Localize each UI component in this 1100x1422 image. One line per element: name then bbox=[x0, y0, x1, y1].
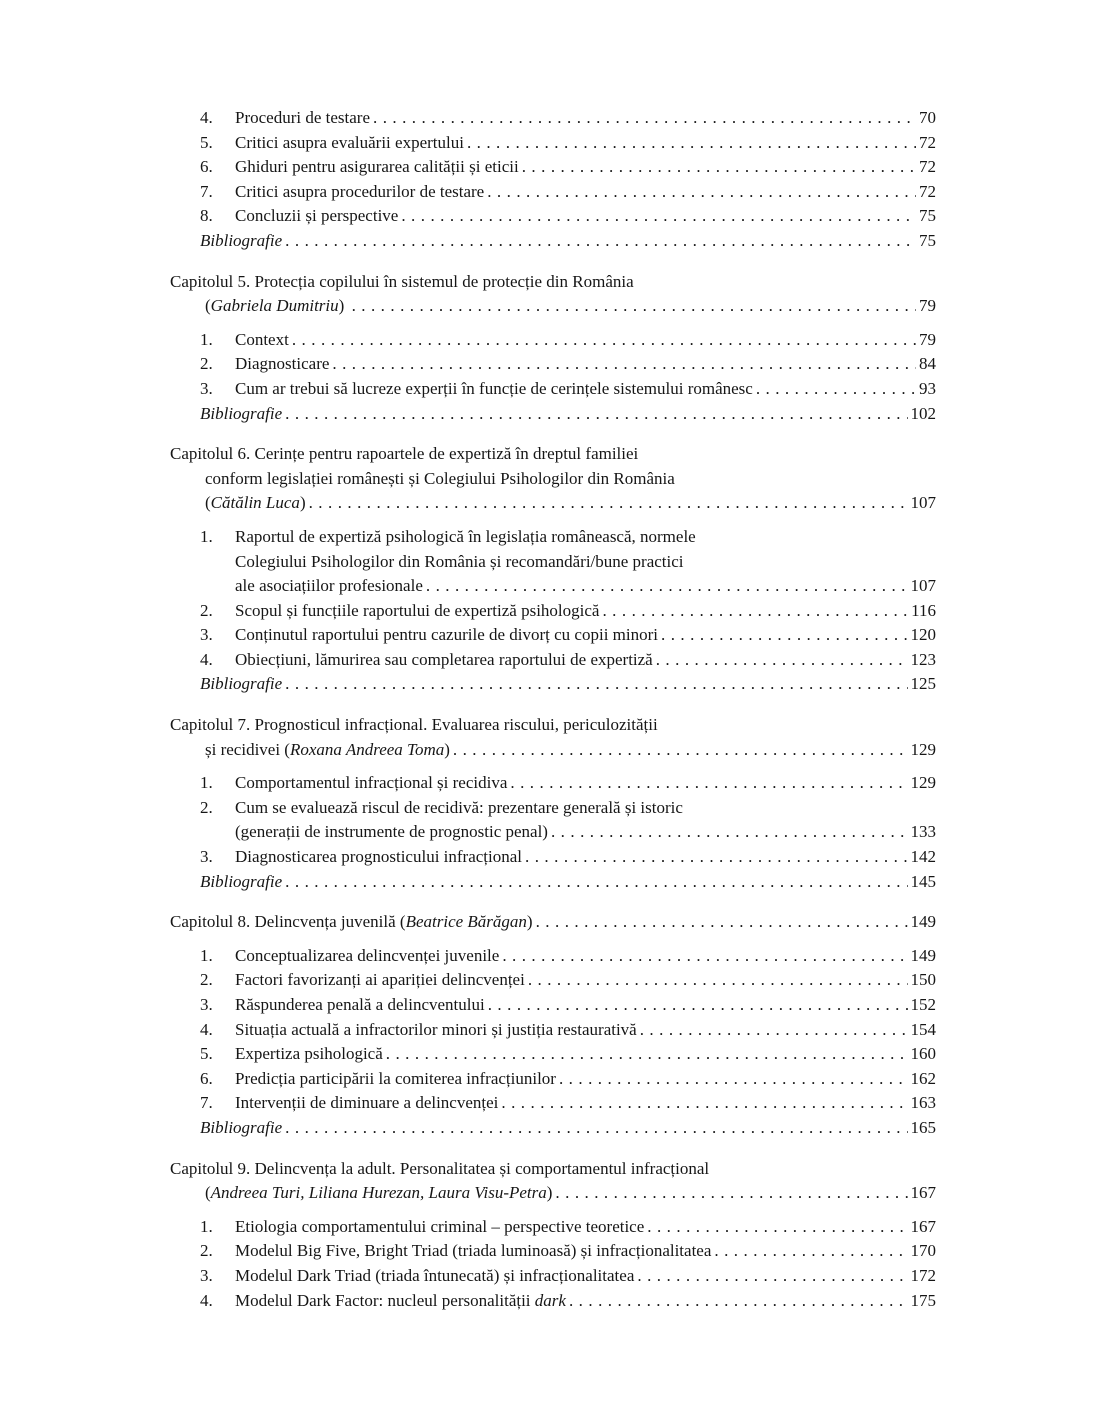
text-segment: Colegiului Psihologilor din România și recomandări/bune practici bbox=[235, 551, 684, 571]
toc-line bbox=[170, 820, 936, 845]
toc-item bbox=[170, 525, 936, 599]
item-number: 1. bbox=[200, 1216, 213, 1236]
text-segment: Andreea Turi, Liliana Hurezan, Laura Visu-Petra bbox=[210, 1183, 547, 1203]
item-number: 3. bbox=[200, 625, 213, 645]
page-number: 167 bbox=[910, 1183, 936, 1203]
toc-item bbox=[170, 623, 936, 648]
toc-item bbox=[170, 1289, 936, 1314]
toc-item bbox=[170, 1215, 936, 1240]
item-number: 7. bbox=[200, 1093, 213, 1113]
text-segment: Cum ar trebui să lucreze experții în funcție de cerințele sistemului românesc bbox=[235, 378, 753, 398]
toc-line bbox=[170, 155, 936, 180]
text-segment: Roxana Andreea Toma bbox=[289, 739, 445, 759]
text-segment: Diagnosticare bbox=[235, 354, 330, 374]
text-segment: conform legislației românești și Colegiului Psihologilor din România bbox=[205, 468, 675, 488]
toc-line bbox=[170, 845, 936, 870]
dot-leader bbox=[552, 1181, 907, 1206]
page-number: 107 bbox=[910, 576, 936, 596]
entry-text bbox=[235, 155, 519, 180]
text-segment: dark bbox=[534, 1290, 566, 1310]
entry-text bbox=[205, 467, 675, 492]
dot-leader bbox=[464, 131, 916, 156]
toc-line bbox=[170, 672, 936, 697]
entry-text bbox=[205, 294, 349, 319]
entry-text bbox=[235, 377, 753, 402]
dot-leader bbox=[525, 968, 908, 993]
text-segment: Bibliografie bbox=[200, 674, 283, 694]
entry-text bbox=[170, 270, 634, 295]
text-segment: (generații de instrumente de prognostic penal) bbox=[235, 822, 548, 842]
dot-leader bbox=[548, 820, 908, 845]
dot-leader bbox=[370, 106, 916, 131]
entry-text bbox=[235, 574, 423, 599]
text-segment: Cum se evaluează riscul de recidivă: prezentare generală și istoric bbox=[235, 797, 683, 817]
page-number: 163 bbox=[910, 1093, 936, 1113]
dot-leader bbox=[634, 1264, 907, 1289]
page-number: 154 bbox=[910, 1019, 936, 1039]
toc-chapter-heading bbox=[170, 442, 936, 516]
toc-chapter-heading bbox=[170, 270, 936, 319]
entry-text bbox=[235, 1018, 637, 1043]
item-number: 2. bbox=[200, 1241, 213, 1261]
toc-item bbox=[170, 1067, 936, 1092]
toc-line bbox=[170, 525, 936, 550]
page-number: 175 bbox=[910, 1290, 936, 1310]
page-number: 79 bbox=[919, 329, 936, 349]
entry-text bbox=[235, 1239, 711, 1264]
toc-item bbox=[170, 1091, 936, 1116]
dot-leader bbox=[566, 1289, 908, 1314]
item-number: 7. bbox=[200, 181, 213, 201]
dot-leader bbox=[450, 738, 908, 763]
page-number: 149 bbox=[910, 945, 936, 965]
dot-leader bbox=[644, 1215, 907, 1240]
toc-item bbox=[170, 131, 936, 156]
entry-text bbox=[235, 820, 548, 845]
page-number: 172 bbox=[910, 1265, 936, 1285]
item-number: 1. bbox=[200, 526, 213, 546]
entry-text bbox=[235, 550, 684, 575]
item-number: 4. bbox=[200, 1290, 213, 1310]
toc-line bbox=[170, 648, 936, 673]
text-segment: Capitolul 7. Prognosticul infracțional. Evaluarea riscului, periculozității bbox=[170, 715, 658, 735]
page-number: 142 bbox=[910, 847, 936, 867]
toc-line bbox=[170, 910, 936, 935]
toc-line bbox=[170, 968, 936, 993]
page-number: 107 bbox=[910, 493, 936, 513]
dot-leader bbox=[484, 180, 916, 205]
entry-text bbox=[235, 180, 484, 205]
entry-text bbox=[235, 771, 507, 796]
text-segment: ale asociațiilor profesionale bbox=[235, 576, 423, 596]
text-segment: Răspunderea penală a delincventului bbox=[235, 995, 485, 1014]
dot-leader bbox=[498, 1091, 907, 1116]
toc-line bbox=[170, 1289, 936, 1314]
text-segment: Cătălin Luca bbox=[210, 493, 300, 513]
toc-item bbox=[170, 796, 936, 845]
toc-line bbox=[170, 1157, 936, 1182]
entry-text bbox=[205, 491, 306, 516]
dot-leader bbox=[282, 870, 907, 895]
page-number: 145 bbox=[910, 871, 936, 891]
toc-item bbox=[170, 599, 936, 624]
toc-chapter-heading bbox=[170, 910, 936, 935]
text-segment: Capitolul 9. Delincvența la adult. Personalitatea și comportamentul infracțional bbox=[170, 1158, 710, 1178]
page-number: 75 bbox=[919, 230, 936, 250]
entry-text bbox=[205, 738, 450, 763]
entry-text bbox=[235, 623, 658, 648]
item-number: 3. bbox=[200, 995, 213, 1014]
dot-leader bbox=[289, 328, 916, 353]
text-segment: ( bbox=[205, 1183, 211, 1203]
text-segment: Capitolul 5. Protecția copilului în sistemul de protecție din România bbox=[170, 271, 634, 291]
entry-text bbox=[235, 1042, 383, 1067]
page-number: 75 bbox=[919, 206, 936, 226]
text-segment: Critici asupra evaluării expertului bbox=[235, 132, 464, 152]
item-number: 8. bbox=[200, 206, 213, 226]
text-segment: Modelul Dark Triad (triada întunecată) și infracționalitatea bbox=[235, 1265, 635, 1285]
toc-item bbox=[170, 1239, 936, 1264]
entry-text bbox=[235, 328, 289, 353]
toc-line bbox=[170, 131, 936, 156]
toc-line bbox=[170, 491, 936, 516]
page-number: 160 bbox=[910, 1044, 936, 1064]
entry-text bbox=[235, 968, 525, 993]
text-segment: Gabriela Dumitriu bbox=[210, 296, 339, 316]
toc-item bbox=[170, 155, 936, 180]
entry-text bbox=[200, 870, 282, 895]
text-segment: Capitolul 8. Delincvența juvenilă ( bbox=[170, 912, 406, 932]
text-segment: Modelul Dark Factor: nucleul personalității bbox=[235, 1290, 535, 1310]
page-number: 70 bbox=[919, 108, 936, 127]
toc-line bbox=[170, 1239, 936, 1264]
entry-text bbox=[200, 1116, 282, 1141]
toc-item bbox=[170, 1018, 936, 1043]
dot-leader bbox=[658, 623, 907, 648]
toc-line bbox=[170, 796, 936, 821]
toc-line bbox=[170, 1042, 936, 1067]
text-segment: Proceduri de testare bbox=[235, 108, 370, 127]
entry-text bbox=[235, 993, 485, 1018]
text-segment: Scopul și funcțiile raportului de expertiză psihologică bbox=[235, 600, 600, 620]
entry-text bbox=[235, 525, 696, 550]
page-number: 123 bbox=[910, 649, 936, 669]
toc-line bbox=[170, 550, 936, 575]
dot-leader bbox=[711, 1239, 907, 1264]
dot-leader bbox=[282, 1116, 907, 1141]
dot-leader bbox=[556, 1067, 908, 1092]
text-segment: Expertiza psihologică bbox=[235, 1044, 383, 1064]
toc bbox=[170, 106, 936, 1313]
dot-leader bbox=[282, 672, 907, 697]
dot-leader bbox=[423, 574, 908, 599]
toc-item bbox=[170, 352, 936, 377]
dot-leader bbox=[507, 771, 907, 796]
toc-item bbox=[170, 328, 936, 353]
toc-line bbox=[170, 623, 936, 648]
page-number: 129 bbox=[910, 773, 936, 793]
entry-text bbox=[205, 1181, 552, 1206]
dot-leader bbox=[398, 204, 916, 229]
entry-text bbox=[235, 1091, 498, 1116]
entry-text bbox=[235, 648, 653, 673]
text-segment: ) bbox=[546, 1183, 553, 1203]
toc-item bbox=[170, 771, 936, 796]
toc-line bbox=[170, 402, 936, 427]
toc-line bbox=[170, 352, 936, 377]
dot-leader bbox=[282, 402, 907, 427]
toc-line bbox=[170, 467, 936, 492]
text-segment: ) bbox=[299, 493, 306, 513]
text-segment: Concluzii și perspective bbox=[235, 206, 399, 226]
entry-text bbox=[235, 1289, 566, 1314]
toc-line bbox=[170, 574, 936, 599]
item-number: 4. bbox=[200, 649, 213, 669]
dot-leader bbox=[329, 352, 916, 377]
dot-leader bbox=[653, 648, 908, 673]
toc-line bbox=[170, 204, 936, 229]
toc-line bbox=[170, 944, 936, 969]
toc-item bbox=[170, 106, 936, 131]
page-number: 72 bbox=[919, 157, 936, 177]
entry-text bbox=[235, 599, 599, 624]
page-number: 165 bbox=[910, 1117, 936, 1137]
text-segment: și recidivei ( bbox=[205, 739, 290, 759]
entry-text bbox=[235, 352, 329, 377]
page-number: 102 bbox=[910, 403, 936, 423]
toc-item bbox=[170, 648, 936, 673]
text-segment: Obiecțiuni, lămurirea sau completarea raportului de expertiză bbox=[235, 649, 653, 669]
toc-bibliography-entry bbox=[170, 229, 936, 254]
entry-text bbox=[170, 1157, 709, 1182]
toc-item bbox=[170, 993, 936, 1018]
toc-line bbox=[170, 1091, 936, 1116]
page-number: 72 bbox=[919, 181, 936, 201]
entry-text bbox=[235, 1067, 556, 1092]
item-number: 5. bbox=[200, 1044, 213, 1064]
toc-chapter-heading bbox=[170, 713, 936, 762]
toc-line bbox=[170, 442, 936, 467]
page-number: 162 bbox=[910, 1068, 936, 1088]
text-segment: ) bbox=[444, 739, 450, 759]
toc-line bbox=[170, 738, 936, 763]
toc-line bbox=[170, 1264, 936, 1289]
text-segment: Beatrice Bărăgan bbox=[405, 912, 527, 932]
text-segment: Raportul de expertiză psihologică în legislația românească, normele bbox=[235, 526, 696, 546]
item-number: 6. bbox=[200, 1068, 213, 1088]
text-segment: ( bbox=[205, 493, 211, 513]
entry-text bbox=[235, 204, 398, 229]
entry-text bbox=[200, 672, 282, 697]
dot-leader bbox=[282, 229, 916, 254]
entry-text bbox=[170, 713, 658, 738]
item-number: 3. bbox=[200, 1265, 213, 1285]
text-segment: Diagnosticarea prognosticului infracțional bbox=[235, 847, 523, 867]
toc-line bbox=[170, 270, 936, 295]
text-segment: ) bbox=[338, 296, 349, 316]
text-segment: Context bbox=[235, 329, 289, 349]
dot-leader bbox=[599, 599, 908, 624]
text-segment: Comportamentul infracțional și recidiva bbox=[235, 773, 508, 793]
entry-text bbox=[235, 796, 683, 821]
text-segment: Factori favorizanți ai apariției delincvenței bbox=[235, 970, 525, 990]
dot-leader bbox=[637, 1018, 908, 1043]
toc-bibliography-entry bbox=[170, 1116, 936, 1141]
toc-item bbox=[170, 1042, 936, 1067]
dot-leader bbox=[383, 1042, 908, 1067]
text-segment: Etiologia comportamentului criminal – perspective teoretice bbox=[235, 1216, 645, 1236]
toc-item bbox=[170, 845, 936, 870]
dot-leader bbox=[499, 944, 907, 969]
toc-line bbox=[170, 771, 936, 796]
toc-item bbox=[170, 377, 936, 402]
toc-line bbox=[170, 377, 936, 402]
text-segment: ( bbox=[205, 296, 211, 316]
text-segment: Capitolul 6. Cerințe pentru rapoartele de expertiză în dreptul familiei bbox=[170, 444, 639, 464]
dot-leader bbox=[533, 910, 908, 935]
toc-item bbox=[170, 968, 936, 993]
page-number: 152 bbox=[910, 995, 936, 1014]
toc-line bbox=[170, 1116, 936, 1141]
item-number: 2. bbox=[200, 354, 213, 374]
item-number: 4. bbox=[200, 1019, 213, 1039]
toc-line bbox=[170, 1181, 936, 1206]
toc-line bbox=[170, 229, 936, 254]
text-segment: Conținutul raportului pentru cazurile de divorț cu copii minori bbox=[235, 625, 659, 645]
item-number: 2. bbox=[200, 970, 213, 990]
toc-item bbox=[170, 204, 936, 229]
page-number: 150 bbox=[910, 970, 936, 990]
dot-leader bbox=[349, 294, 916, 319]
item-number: 2. bbox=[200, 797, 213, 817]
text-segment: Situația actuală a infractorilor minori și justiția restaurativă bbox=[235, 1019, 637, 1039]
toc-line bbox=[170, 713, 936, 738]
entry-text bbox=[235, 845, 522, 870]
toc-line bbox=[170, 1067, 936, 1092]
page-number: 72 bbox=[919, 132, 936, 152]
text-segment: Bibliografie bbox=[200, 230, 283, 250]
page-number: 170 bbox=[910, 1241, 936, 1261]
toc-bibliography-entry bbox=[170, 402, 936, 427]
text-segment: Ghiduri pentru asigurarea calității și eticii bbox=[235, 157, 519, 177]
page-number: 79 bbox=[919, 296, 936, 316]
page-number: 129 bbox=[910, 739, 936, 759]
entry-text bbox=[235, 131, 464, 156]
item-number: 1. bbox=[200, 945, 213, 965]
item-number: 4. bbox=[200, 108, 213, 127]
toc-item bbox=[170, 180, 936, 205]
page-number: 116 bbox=[911, 600, 936, 620]
text-segment: Predicția participării la comiterea infracțiunilor bbox=[235, 1068, 556, 1088]
toc-item bbox=[170, 1264, 936, 1289]
entry-text bbox=[235, 1215, 644, 1240]
toc-bibliography-entry bbox=[170, 672, 936, 697]
item-number: 5. bbox=[200, 132, 213, 152]
item-number: 1. bbox=[200, 773, 213, 793]
entry-text bbox=[170, 910, 533, 935]
toc-line bbox=[170, 1018, 936, 1043]
toc-bibliography-entry bbox=[170, 870, 936, 895]
text-segment: Critici asupra procedurilor de testare bbox=[235, 181, 485, 201]
toc-line bbox=[170, 993, 936, 1018]
text-segment: Bibliografie bbox=[200, 403, 283, 423]
dot-leader bbox=[519, 155, 916, 180]
page-number: 120 bbox=[910, 625, 936, 645]
dot-leader bbox=[485, 993, 908, 1018]
dot-leader bbox=[306, 491, 908, 516]
page-number: 125 bbox=[910, 674, 936, 694]
entry-text bbox=[235, 944, 499, 969]
text-segment: Conceptualizarea delincvenței juvenile bbox=[235, 945, 500, 965]
entry-text bbox=[200, 402, 282, 427]
item-number: 6. bbox=[200, 157, 213, 177]
page-number: 84 bbox=[919, 354, 936, 374]
page-number: 93 bbox=[919, 378, 936, 398]
entry-text bbox=[200, 229, 282, 254]
toc-line bbox=[170, 870, 936, 895]
toc-line bbox=[170, 180, 936, 205]
item-number: 3. bbox=[200, 847, 213, 867]
text-segment: Modelul Big Five, Bright Triad (triada luminoasă) și infracționalitatea bbox=[235, 1241, 712, 1261]
item-number: 3. bbox=[200, 378, 213, 398]
entry-text bbox=[235, 106, 370, 131]
toc-chapter-heading bbox=[170, 1157, 936, 1206]
item-number: 1. bbox=[200, 329, 213, 349]
toc-line bbox=[170, 599, 936, 624]
toc-line bbox=[170, 106, 936, 131]
dot-leader bbox=[753, 377, 916, 402]
text-segment: Intervenții de diminuare a delincvenței bbox=[235, 1093, 499, 1113]
toc-line bbox=[170, 294, 936, 319]
entry-text bbox=[170, 442, 638, 467]
item-number: 2. bbox=[200, 600, 213, 620]
toc-line bbox=[170, 1215, 936, 1240]
text-segment: Bibliografie bbox=[200, 871, 283, 891]
entry-text bbox=[235, 1264, 634, 1289]
toc-item bbox=[170, 944, 936, 969]
dot-leader bbox=[522, 845, 907, 870]
page-number: 133 bbox=[910, 822, 936, 842]
page-number: 149 bbox=[910, 912, 936, 932]
page-number: 167 bbox=[910, 1216, 936, 1236]
text-segment: ) bbox=[526, 912, 533, 932]
toc-line bbox=[170, 328, 936, 353]
text-segment: Bibliografie bbox=[200, 1117, 283, 1137]
